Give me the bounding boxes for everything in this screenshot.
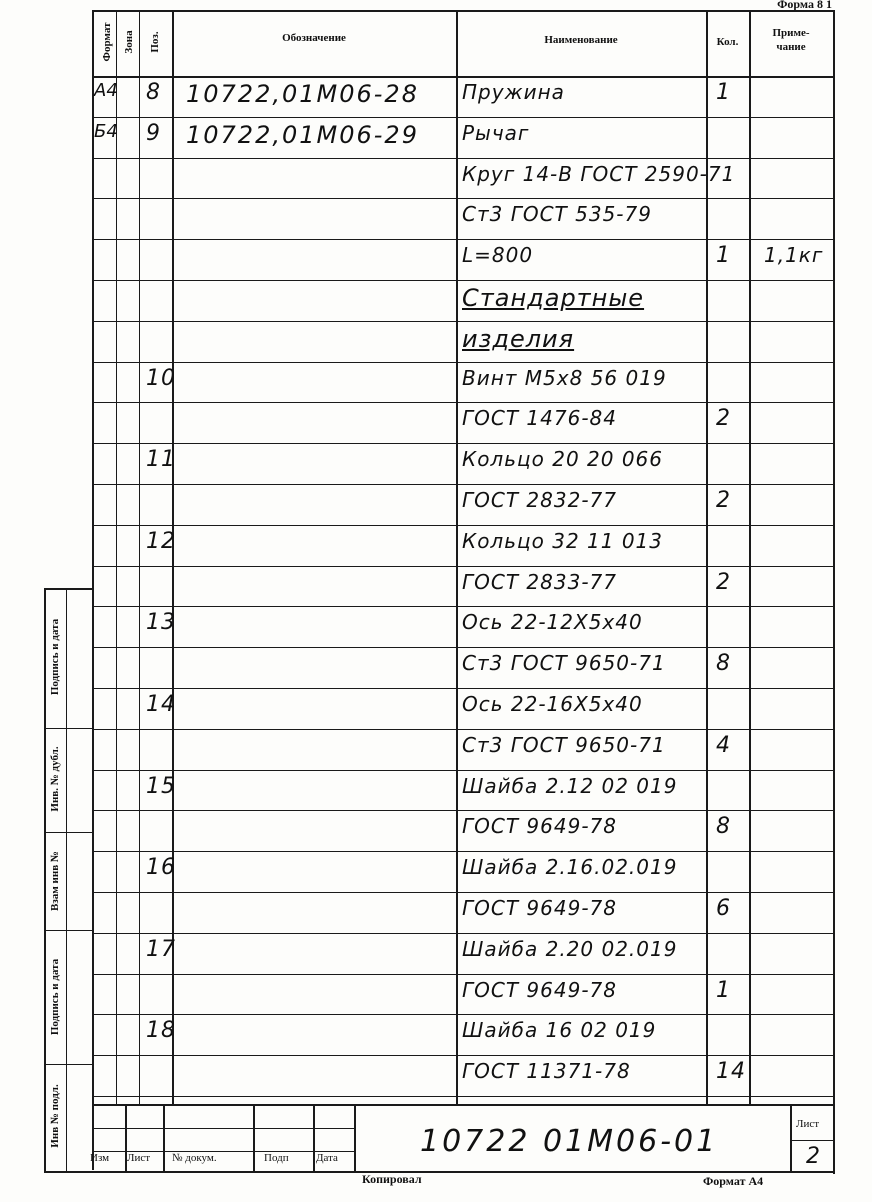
header-name: Наименование: [544, 34, 618, 46]
frame-top: [92, 10, 835, 12]
row-rule: [92, 280, 835, 281]
title-block-col: [253, 1104, 255, 1171]
cell-name: изделия: [462, 324, 575, 353]
cell-pos: 15: [146, 773, 176, 799]
sheet-number: 2: [806, 1144, 821, 1169]
cell-qty: 14: [716, 1059, 746, 1085]
cell-name: ГОСТ 9649-78: [462, 896, 617, 920]
title-block-top: [92, 1104, 835, 1106]
header-rule: [92, 76, 835, 78]
cell-name: Ось 22-16Х5х40: [462, 692, 643, 716]
row-rule: [92, 158, 835, 159]
row-rule: [92, 1096, 835, 1097]
cell-name: Ст3 ГОСТ 9650-71: [462, 651, 666, 676]
cell-name: Ось 22-12Х5х40: [462, 610, 643, 635]
tb-col-list: Лист: [127, 1152, 151, 1164]
col-line: [116, 10, 117, 1105]
cell-name: ГОСТ 9649-78: [462, 977, 617, 1002]
tb-col-date: Дата: [316, 1152, 338, 1164]
frame-right: [833, 10, 835, 1174]
row-rule: [92, 688, 835, 689]
row-rule: [92, 933, 835, 934]
cell-name: Шайба 2.20 02.019: [462, 936, 678, 961]
cell-pos: 9: [146, 120, 161, 146]
row-rule: [92, 362, 835, 363]
footer-format: Формат А4: [703, 1174, 764, 1188]
row-rule: [92, 851, 835, 852]
cell-pos: 16: [146, 855, 176, 881]
cell-qty: 1: [716, 80, 731, 105]
tb-col-izm: Изм: [90, 1152, 110, 1164]
cell-pos: 12: [146, 528, 176, 554]
cell-name: Кольцо 20 20 066: [462, 447, 663, 472]
cell-name: ГОСТ 1476-84: [462, 406, 617, 431]
row-rule: [92, 402, 835, 403]
row-rule: [92, 239, 835, 240]
cell-name: L=800: [462, 243, 534, 268]
row-rule: [92, 525, 835, 526]
cell-name: Ст3 ГОСТ 535-79: [462, 202, 652, 227]
title-block-col: [163, 1104, 165, 1171]
row-rule: [92, 321, 835, 322]
row-rule: [92, 1014, 835, 1015]
cell-name: Шайба 2.16.02.019: [462, 855, 678, 880]
row-rule: [92, 647, 835, 648]
title-block-col: [790, 1104, 792, 1171]
cell-qty: 6: [716, 896, 731, 921]
row-rule: [92, 198, 835, 199]
cell-qty: 8: [716, 651, 731, 677]
cell-name: Круг 14-В ГОСТ 2590-71: [462, 161, 736, 186]
cell-pos: 10: [146, 365, 176, 391]
cell-pos: 18: [146, 1018, 176, 1044]
cell-name: Винт М5х8 56 019: [462, 365, 667, 390]
row-rule: [92, 974, 835, 975]
row-rule: [92, 443, 835, 444]
title-block-rule: [790, 1140, 835, 1141]
side-strip-left: [44, 588, 46, 1171]
col-line: [139, 10, 140, 1105]
side-label-dup-inv: Инв. № дубл.: [49, 746, 61, 812]
header-designation: Обозначение: [282, 32, 346, 44]
cell-name: Стандартные: [462, 284, 645, 312]
row-rule: [92, 810, 835, 811]
side-label-sign-date-1: Подпись и дата: [49, 618, 61, 696]
cell-qty: 4: [716, 732, 731, 758]
row-rule: [92, 770, 835, 771]
tb-col-doc: № докум.: [172, 1152, 217, 1164]
cell-desig: 10722,01М06-29: [186, 120, 419, 149]
cell-pos: 11: [146, 447, 176, 473]
cell-qty: 2: [716, 569, 731, 595]
frame-left: [92, 10, 94, 1170]
row-rule: [92, 1055, 835, 1056]
cell-name: Рычаг: [462, 120, 530, 145]
row-rule: [92, 606, 835, 607]
cell-qty: 1: [716, 243, 731, 269]
cell-fmt: Б4: [94, 120, 118, 142]
col-line: [749, 10, 751, 1105]
cell-note: 1,1кг: [764, 243, 824, 268]
header-format: Формат: [101, 22, 113, 62]
cell-qty: 1: [716, 977, 731, 1003]
side-label-repl-inv: Взам инв №: [49, 851, 61, 911]
row-rule: [92, 566, 835, 567]
side-label-orig-inv: Инв № подл.: [49, 1084, 61, 1148]
cell-pos: 8: [146, 80, 161, 105]
cell-name: ГОСТ 11371-78: [462, 1059, 631, 1084]
side-label-sign-date-2: Подпись и дата: [49, 958, 61, 1036]
header-pos: Поз.: [149, 31, 161, 53]
row-rule: [92, 117, 835, 118]
cell-qty: 2: [716, 488, 731, 513]
doc-number: 10722 01М06-01: [420, 1124, 719, 1159]
header-qty: Кол.: [716, 36, 739, 48]
title-block-col: [354, 1104, 356, 1171]
cell-name: ГОСТ 9649-78: [462, 814, 617, 839]
tb-col-sign: Подп: [264, 1152, 289, 1164]
cell-name: Кольцо 32 11 013: [462, 528, 663, 553]
cell-name: ГОСТ 2832-77: [462, 488, 617, 512]
cell-qty: 8: [716, 814, 731, 840]
cell-fmt: А4: [94, 80, 118, 101]
cell-name: Шайба 2.12 02 019: [462, 773, 678, 798]
row-rule: [92, 892, 835, 893]
cell-desig: 10722,01М06-28: [186, 80, 419, 108]
cell-pos: 13: [146, 610, 176, 636]
side-strip-divider: [66, 588, 67, 1171]
col-line: [456, 10, 458, 1105]
cell-pos: 17: [146, 936, 176, 962]
sheet-label: Лист: [796, 1118, 820, 1130]
cell-name: ГОСТ 2833-77: [462, 569, 617, 594]
cell-qty: 2: [716, 406, 731, 432]
cell-pos: 14: [146, 692, 176, 717]
title-block-col: [313, 1104, 315, 1171]
cell-name: Шайба 16 02 019: [462, 1018, 657, 1043]
footer-copied: Копировал: [362, 1172, 422, 1186]
cell-name: Ст3 ГОСТ 9650-71: [462, 732, 666, 757]
row-rule: [92, 729, 835, 730]
form-label: Форма 8 1: [777, 0, 832, 11]
header-zone: Зона: [123, 30, 135, 54]
cell-name: Пружина: [462, 80, 565, 104]
row-rule: [92, 484, 835, 485]
frame-bottom: [44, 1171, 835, 1173]
header-note: Приме- чание: [772, 27, 810, 53]
